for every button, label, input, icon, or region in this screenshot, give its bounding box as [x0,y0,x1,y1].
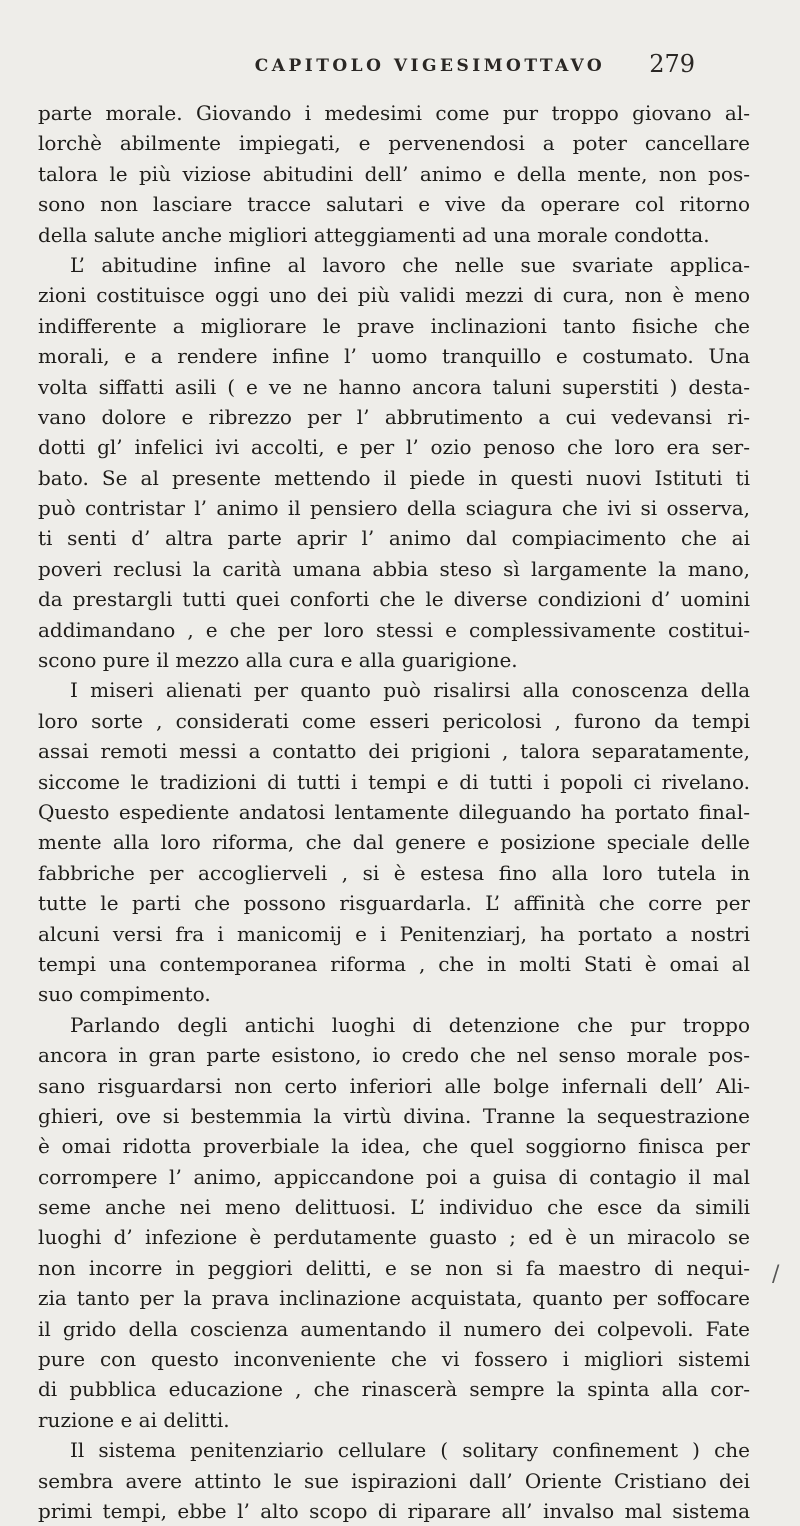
text-line: dotti gl’ infelici ivi accolti, e per l’ ozio penoso che loro era ser- [38,435,750,460]
text-line: sano risguardarsi non certo inferiori alle bolge infernali dell’ Ali- [38,1073,750,1098]
text-line: di pubblica educazione , che rinascerà sempre la spinta alla cor- [38,1377,750,1402]
text-line: ti senti d’ altra parte aprir l’ animo dal compiacimento che ai [38,526,750,551]
text-line: ghieri, ove si bestemmia la virtù divina. Tranne la sequestrazione [38,1103,750,1128]
text-line: parte morale. Giovando i medesimi come pur troppo giovano al- [38,101,750,125]
text-line: bato. Se al presente mettendo il piede in questi nuovi Istituti ti [38,465,750,490]
text-line: sembra avere attinto le sue ispirazioni dall’ Oriente Cristiano dei [38,1468,750,1493]
text-line: non incorre in peggiori delitti, e se non si fa maestro di nequi- [38,1255,750,1280]
text-line: lorchè abilmente impiegati, e pervenendosi a poter cancellare [38,131,750,156]
text-line: talora le più viziose abitudini dell’ animo e della mente, non pos- [38,161,750,186]
text-line: zioni costituisce oggi uno dei più validi mezzi di cura, non è meno [38,283,750,308]
text-line: mente alla loro riforma, che dal genere e posizione speciale delle [38,830,750,855]
text-line: volta siffatti asili ( e ve ne hanno ancora taluni superstiti ) desta- [38,374,750,399]
text-line: fabbriche per accoglierveli , si è estesa fino alla loro tutela in [38,860,750,885]
text-line: ruzione e ai delitti. [38,1407,230,1432]
text-line: seme anche nei meno delittuosi. L’ individuo che esce da simili [38,1195,750,1220]
text-line: zia tanto per la prava inclinazione acquistata, quanto per soffocare [38,1286,750,1311]
text-line: suo compimento. [38,982,211,1007]
text-line: il grido della coscienza aumentando il numero dei colpevoli. Fate [38,1316,750,1341]
text-line: luoghi d’ infezione è perdutamente guasto ; ed è un miracolo se [38,1225,750,1250]
margin-mark: / [772,1262,780,1287]
text-line: può contristar l’ animo il pensiero della sciagura che ivi si osserva, [38,496,750,521]
text-line: Parlando degli antichi luoghi di detenzione che pur troppo [70,1012,750,1037]
text-line: scono pure il mezzo alla cura e alla guarigione. [38,648,518,673]
text-line: Questo espediente andatosi lentamente dileguando ha portato final- [38,799,750,824]
text-line: L’ abitudine infine al lavoro che nelle sue svariate applica- [70,252,750,277]
text-line: siccome le tradizioni di tutti i tempi e di tutti i popoli ci rivelano. [38,769,750,794]
page-header [0,48,800,88]
text-line: corrompere l’ animo, appiccandone poi a guisa di contagio il mal [38,1164,750,1189]
text-line: ancora in gran parte esistono, io credo che nel senso morale pos- [38,1043,750,1068]
text-line: tempi una contemporanea riforma , che in molti Stati è omai al [38,951,750,976]
text-line: loro sorte , considerati come esseri pericolosi , furono da tempi [38,708,750,733]
text-line: della salute anche migliori atteggiamenti ad una morale condotta. [38,222,710,247]
text-line: assai remoti messi a contatto dei prigioni , talora separatamente, [38,739,750,764]
body-text [38,98,750,1526]
text-line: vano dolore e ribrezzo per l’ abbrutimento a cui vedevansi ri- [38,404,750,429]
text-line: addimandano , e che per loro stessi e complessivamente costitui- [38,617,750,642]
text-line: poveri reclusi la carità umana abbia steso sì largamente la mano, [38,556,750,581]
text-line: è omai ridotta proverbiale la idea, che quel soggiorno finisca per [38,1134,750,1159]
text-line: morali, e a rendere infine l’ uomo tranquillo e costumato. Una [38,344,750,369]
text-line: alcuni versi fra i manicomij e i Penitenziarj, ha portato a nostri [38,921,750,946]
running-head: CAPITOLO VIGESIMOTTAVO [254,56,606,76]
text-line: pure con questo inconveniente che vi fossero i migliori sistemi [38,1347,750,1372]
text-line: tutte le parti che possono risguardarla. L’ affinità che corre per [38,891,750,916]
text-line: Il sistema penitenziario cellulare ( solitary confinement ) che [70,1438,750,1463]
text-line: indifferente a migliorare le prave inclinazioni tanto fisiche che [38,313,750,338]
text-line: primi tempi, ebbe l’ alto scopo di riparare all’ invalso mal sistema [38,1498,750,1523]
page-number: 279 [649,50,695,78]
text-line: I miseri alienati per quanto può risalirsi alla conoscenza della [70,678,750,703]
text-line: da prestargli tutti quei conforti che le diverse condizioni d’ uomini [38,587,750,612]
text-line: sono non lasciare tracce salutari e vive da operare col ritorno [38,192,750,217]
